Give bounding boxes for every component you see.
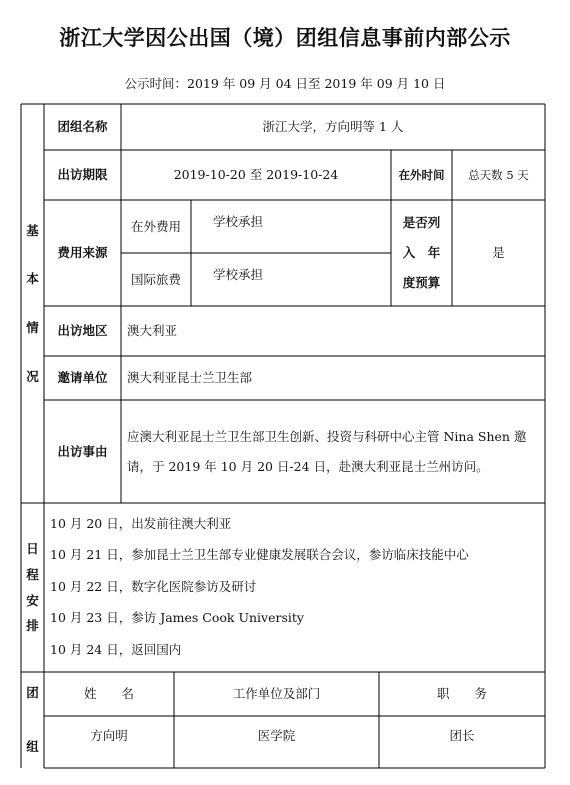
member-department: 医学院 — [257, 728, 296, 744]
section-label-schedule: 日 程 安 排 — [26, 541, 39, 634]
cost-abroad-value: 学校承担 — [213, 214, 264, 229]
destination-value: 澳大利亚 — [127, 323, 178, 339]
intl-travel-label: 国际旅费 — [130, 271, 181, 287]
purpose-label: 出访事由 — [57, 443, 108, 459]
page-title: 浙江大学因公出国（境）团组信息事前内部公示 — [59, 26, 511, 50]
days-abroad-label: 在外时间 — [398, 167, 445, 182]
section-label-basic: 基 本 情 况 — [26, 222, 39, 384]
purpose-value: 应澳大利亚昆士兰卫生部卫生创新、投资与科研中心主管 Nina Shen 邀请，于 2019 年 10 月 20 日-24 日，赴澳大利亚昆士兰州访问。 — [127, 428, 527, 474]
member-position: 团长 — [449, 728, 475, 744]
group-name-label: 团组名称 — [57, 119, 108, 135]
member-name: 方向明 — [90, 728, 128, 744]
schedule-item: 10 月 20 日，出发前往澳大利亚 — [50, 516, 232, 531]
period-value: 2019-10-20 至 2019-10-24 — [173, 167, 339, 183]
cost-abroad-label: 在外费用 — [130, 218, 181, 234]
intl-travel-value: 学校承担 — [213, 267, 264, 282]
members-column-header: 职 务 — [436, 686, 487, 702]
inviter-value: 澳大利亚昆士兰卫生部 — [127, 370, 253, 386]
group-name-value: 浙江大学，方向明等 1 人 — [262, 119, 404, 135]
funding-label: 费用来源 — [57, 245, 108, 261]
annual-budget-value: 是 — [492, 245, 505, 261]
members-column-header: 姓 名 — [83, 686, 134, 702]
schedule-item: 10 月 22 日，数字化医院参访及研讨 — [50, 579, 257, 594]
schedule-item: 10 月 24 日，返回国内 — [50, 642, 182, 657]
days-abroad-value: 总天数 5 天 — [468, 167, 529, 182]
notice-period: 公示时间：2019 年 09 月 04 日至 2019 年 09 月 10 日 — [124, 76, 446, 91]
period-label: 出访期限 — [57, 167, 108, 183]
annual-budget-label: 是否列 入 年 度预算 — [402, 215, 441, 290]
destination-label: 出访地区 — [57, 323, 108, 339]
section-label-members: 团 组 — [26, 685, 39, 754]
members-column-header: 工作单位及部门 — [232, 686, 321, 702]
schedule-item: 10 月 21 日，参加昆士兰卫生部专业健康发展联合会议，参访临床技能中心 — [50, 547, 469, 562]
schedule-item: 10 月 23 日，参访 James Cook University — [50, 610, 304, 625]
inviter-label: 邀请单位 — [57, 370, 108, 386]
